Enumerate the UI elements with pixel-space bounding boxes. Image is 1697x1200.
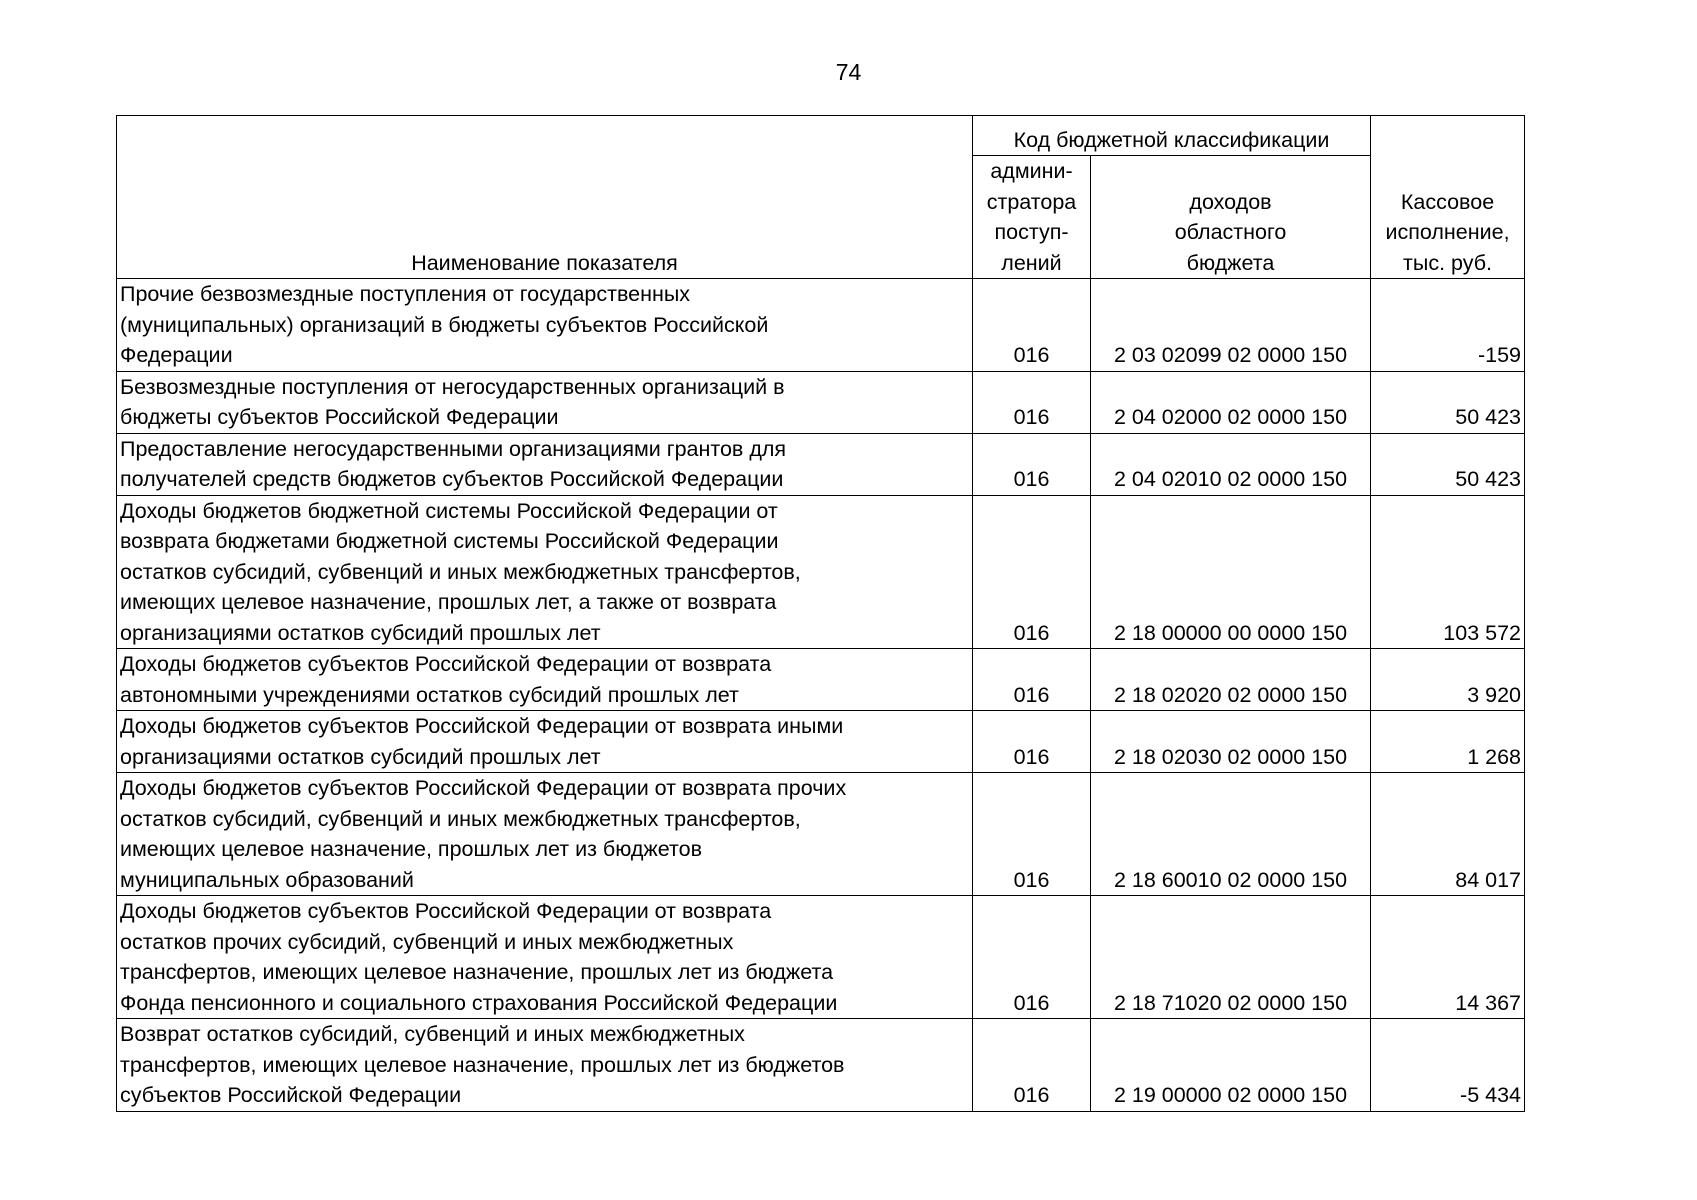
code-header-line: доходов — [1189, 189, 1272, 214]
indicator-name-line: трансфертов, имеющих целевое назначение, прошлых лет из бюджета — [120, 960, 834, 984]
column-group-header-code: Код бюджетной классификации — [973, 116, 1371, 156]
indicator-name-line: остатков субсидий, субвенций и иных межбюджетных трансфертов, — [120, 806, 801, 831]
indicator-name-line: остатков прочих субсидий, субвенций и иных межбюджетных — [120, 929, 734, 954]
indicator-name-line: получателей средств бюджетов субъектов Российской Федерации — [120, 467, 784, 491]
admin-code-cell: 016 — [973, 495, 1091, 649]
amount-cell: -159 — [1371, 279, 1525, 372]
table-row — [117, 773, 1525, 896]
code-header-line: бюджета — [1186, 250, 1275, 275]
amount-cell: 50 423 — [1371, 371, 1525, 433]
amount-cell: 1 268 — [1371, 711, 1525, 773]
admin-header-line: поступ- — [994, 220, 1069, 244]
table-row — [117, 711, 1525, 773]
table-row — [117, 649, 1525, 711]
indicator-name-cell — [117, 495, 973, 649]
amount-cell: -5 434 — [1371, 1019, 1525, 1112]
indicator-name-cell — [117, 896, 973, 1019]
indicator-name-line: организациями остатков субсидий прошлых лет — [120, 744, 601, 769]
income-code-cell: 2 03 02099 02 0000 150 — [1091, 279, 1371, 372]
code-header-line: областного — [1174, 220, 1287, 244]
income-code-cell: 2 18 00000 00 0000 150 — [1091, 495, 1371, 649]
table-row — [117, 1019, 1525, 1112]
table-body — [117, 279, 1525, 1112]
amount-header-line: исполнение, — [1385, 220, 1510, 244]
admin-code-cell: 016 — [973, 371, 1091, 433]
income-code-cell: 2 19 00000 02 0000 150 — [1091, 1019, 1371, 1112]
indicator-name-line: Доходы бюджетов субъектов Российской Федерации от возврата прочих — [120, 776, 847, 800]
amount-cell: 84 017 — [1371, 773, 1525, 896]
income-code-cell: 2 18 02020 02 0000 150 — [1091, 649, 1371, 711]
table-row — [117, 896, 1525, 1019]
column-header-admin — [973, 156, 1091, 279]
admin-code-cell: 016 — [973, 279, 1091, 372]
amount-cell: 3 920 — [1371, 649, 1525, 711]
indicator-name-line: Доходы бюджетов бюджетной системы Российской Федерации от — [120, 498, 778, 523]
column-header-amount — [1371, 116, 1525, 279]
page-number: 74 — [835, 59, 862, 85]
admin-header-line: админи- — [990, 159, 1073, 183]
table-row — [117, 279, 1525, 372]
table-header — [117, 116, 1525, 279]
income-code-cell: 2 04 02000 02 0000 150 — [1091, 371, 1371, 433]
admin-code-cell: 016 — [973, 1019, 1091, 1112]
admin-code-cell: 016 — [973, 649, 1091, 711]
indicator-name-cell — [117, 279, 973, 372]
indicator-name-line: Возврат остатков субсидий, субвенций и иных межбюджетных — [120, 1022, 745, 1046]
indicator-name-line: имеющих целевое назначение, прошлых лет из бюджетов — [120, 837, 703, 861]
amount-header-line: Кассовое — [1400, 189, 1495, 214]
indicator-name-line: (муниципальных) организаций в бюджеты субъектов Российской — [120, 312, 769, 337]
admin-header-line: стратора — [986, 189, 1077, 214]
table-row — [117, 433, 1525, 495]
indicator-name-cell — [117, 433, 973, 495]
income-code-cell: 2 04 02010 02 0000 150 — [1091, 433, 1371, 495]
indicator-name-line: Доходы бюджетов субъектов Российской Федерации от возврата — [120, 899, 772, 923]
indicator-name-line: Прочие безвозмездные поступления от государственных — [120, 282, 691, 306]
table-row — [117, 371, 1525, 433]
admin-code-cell: 016 — [973, 711, 1091, 773]
amount-cell: 14 367 — [1371, 896, 1525, 1019]
column-header-income-code — [1091, 156, 1371, 279]
indicator-name-cell — [117, 649, 973, 711]
amount-cell: 50 423 — [1371, 433, 1525, 495]
indicator-name-cell — [117, 773, 973, 896]
indicator-name-cell — [117, 371, 973, 433]
indicator-name-line: субъектов Российской Федерации — [120, 1083, 462, 1107]
indicator-name-line: возврата бюджетами бюджетной системы Российской Федерации — [120, 529, 779, 553]
budget-table — [116, 115, 1525, 1112]
indicator-name-line: Доходы бюджетов субъектов Российской Федерации от возврата иными — [120, 714, 844, 738]
indicator-name-line: имеющих целевое назначение, прошлых лет, а также от возврата — [120, 590, 777, 614]
indicator-name-line: Безвозмездные поступления от негосударственных организаций в — [120, 374, 785, 399]
income-code-cell: 2 18 71020 02 0000 150 — [1091, 896, 1371, 1019]
admin-header-line: лений — [1001, 250, 1062, 275]
indicator-name-line: остатков субсидий, субвенций и иных межбюджетных трансфертов, — [120, 559, 801, 584]
indicator-name-line: автономными учреждениями остатков субсидий прошлых лет — [120, 682, 739, 707]
admin-code-cell: 016 — [973, 773, 1091, 896]
indicator-name-line: Доходы бюджетов субъектов Российской Федерации от возврата — [120, 652, 772, 676]
indicator-name-line: муниципальных образований — [120, 867, 414, 892]
column-header-name: Наименование показателя — [117, 116, 973, 279]
indicator-name-line: трансфертов, имеющих целевое назначение, прошлых лет из бюджетов — [120, 1052, 845, 1077]
indicator-name-cell — [117, 1019, 973, 1112]
indicator-name-cell — [117, 711, 973, 773]
admin-code-cell: 016 — [973, 896, 1091, 1019]
table-row — [117, 495, 1525, 649]
indicator-name-line: Фонда пенсионного и социального страхования Российской Федерации — [120, 990, 838, 1015]
indicator-name-line: Федерации — [120, 343, 233, 367]
income-code-cell: 2 18 60010 02 0000 150 — [1091, 773, 1371, 896]
amount-cell: 103 572 — [1371, 495, 1525, 649]
admin-code-cell: 016 — [973, 433, 1091, 495]
indicator-name-line: организациями остатков субсидий прошлых лет — [120, 620, 601, 645]
indicator-name-line: бюджеты субъектов Российской Федерации — [120, 405, 559, 429]
amount-header-line: тыс. руб. — [1403, 250, 1493, 275]
indicator-name-line: Предоставление негосударственными организациями грантов для — [120, 436, 787, 461]
income-code-cell: 2 18 02030 02 0000 150 — [1091, 711, 1371, 773]
